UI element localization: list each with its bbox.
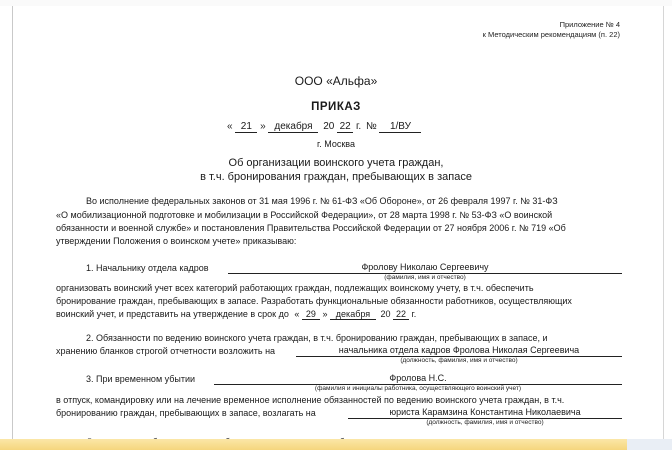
item1-line-2: бронирование граждан, пребывающих в запасе. Разработать функциональные обязанности работников, осуществляющих [56,296,572,306]
order-number-label: № [365,121,377,132]
item1-line-1: организовать воинский учет всех категорий работающих граждан, подлежащих воинскому учету, в т.ч. обеспечить [56,283,534,293]
item3-person: Фролова Н.С. [389,373,447,383]
item1-caption: (фамилия, имя и отчество) [384,274,466,281]
due-month: декабря [330,309,376,320]
city: г. Москва [317,139,355,149]
item3-person2: юриста Карамзина Константина Николаевича [389,407,581,417]
bottom-highlight-strip [0,439,672,450]
item1-line-3-text: воинский учет, и представить на утверждение в срок до [56,309,289,319]
item3-line-2-lead: бронированию граждан, пребывающих в запасе, возлагать на [56,408,316,418]
preamble-line-4: утверждении Положения о воинском учете» приказываю: [56,236,297,246]
order-date-row [227,121,421,133]
due-close-quote: » [322,309,328,319]
item2-caption: (должность, фамилия, имя и отчество) [400,357,518,364]
preamble-line-1: Во исполнение федеральных законов от 31 мая 1996 г. № 61-ФЗ «Об Обороне», от 26 февраля 1997 г. № 31-ФЗ [86,196,558,206]
date-year: 22 [337,121,353,133]
item3-caption2: (должность, фамилия, имя и отчество) [426,419,544,426]
item3-line-1: в отпуск, командировку или на лечение временное исполнение обязанностей по ведению воинского учета граждан, в т.ч. [56,395,565,405]
date-open-quote: « [227,121,233,132]
item3-lead: 3. При временном убытии [86,374,196,384]
due-year: 22 [393,309,409,320]
date-month: декабря [268,121,318,133]
date-day: 21 [235,121,257,133]
due-day: 29 [302,309,320,320]
item2-line-1: 2. Обязанности по ведению воинского учета граждан, в т.ч. бронированию граждан, пребывающих в запасе, и [86,333,548,343]
document-title: ПРИКАЗ [311,101,361,113]
preamble-line-3: обязанности и военной службе» и постановления Правительства Российской Федерации от 27 ноября 2006 г. № 719 «Об [56,223,566,233]
appendix-line-1: Приложение № 4 [559,20,620,29]
item3-caption: (фамилия и инициалы работника, осуществляющего воинский учет) [314,385,522,392]
item1-line-3 [56,309,416,320]
order-number: 1/ВУ [379,121,421,133]
preamble-line-2: «О мобилизационной подготовке и мобилизации в Российской Федерации», от 28 марта 1998 г. № 53-ФЗ «О воинской [56,210,553,220]
order-subject [0,156,672,184]
item1-lead: 1. Начальнику отдела кадров [86,263,209,273]
date-year-suffix: г. [355,121,362,132]
bottom-corner [627,439,672,450]
date-close-quote: » [260,121,266,132]
item2-person: начальника отдела кадров Фролова Николая Сергеевича [338,345,580,355]
appendix-line-2: к Методическим рекомендациям (п. 22) [482,30,620,39]
organization-name: ООО «Альфа» [294,74,378,88]
due-open-quote: « [294,309,300,319]
item2-line-2-lead: хранению бланков строгой отчетности возложить на [56,346,276,356]
subject-line-2: в т.ч. бронирования граждан, пребывающих в запасе [200,171,472,183]
appendix-note [483,20,620,40]
date-year-prefix: 20 [323,121,335,132]
item1-person: Фролову Николаю Сергеевичу [361,262,489,272]
subject-line-1: Об организации воинского учета граждан, [228,157,444,169]
due-suffix: г. [411,309,417,319]
due-year-prefix: 20 [380,309,391,319]
